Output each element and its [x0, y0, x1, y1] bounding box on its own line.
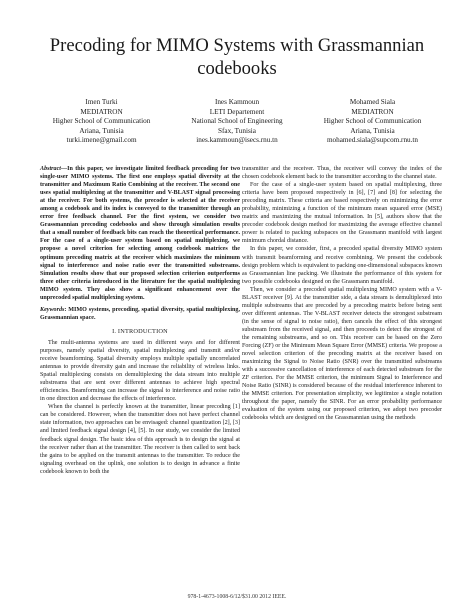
author-email: mohamed.siala@supcom.rnu.tn	[326, 136, 419, 145]
left-column	[40, 165, 240, 476]
abstract	[40, 165, 240, 302]
author-name: Imen Turki	[85, 98, 118, 106]
author-name: Ines Kammoun	[214, 98, 260, 106]
author-lab: MEDIATRON	[80, 107, 123, 116]
author-school: National School of Engineering	[191, 117, 283, 126]
paper-title-line1: Precoding for MIMO Systems with Grassmannian	[49, 35, 425, 56]
abstract-text: —In this paper, we investigate limited feedback precoding for two single-user MIMO systems. The first one employs spatial diversity at the transmitter and Maximum Ratio Combining at the receiver. The second one uses spatial multiplexing at the transmitter and V-BLAST signal processing at the receiver. For both systems, the precoder is selected at the receiver among a codebook and its index is conveyed to the transmitter through an error free feedback channel. For the first system, we consider two Grassmannian precoding codebooks and show through simulation results that a small number of feedback bits can reach the theoretical performance. For the case of a single-user system based on spatial multiplexing, we propose a novel criterion for selecting among codebook matrices the optimum precoding matrix at the receiver which maximizes the minimum signal to interference and noise ratio over the transmitted substreams. Simulation results show that our proposed selection criterion outperforms three other criteria introduced in the literature for the spatial multiplexing MIMO system. They also show a significant enhancement over the unprecoded spatial multiplexing system.	[40, 166, 240, 301]
author-email: turki.imene@gmail.com	[66, 136, 137, 145]
right-paragraph-1: transmitter and the receiver. Thus, the receiver will convey the index of the chosen codebook element back to the transmitter according to the channel state.	[242, 166, 442, 181]
section-heading-introduction: I. INTRODUCTION	[112, 327, 168, 335]
author-lab: LETI Departement	[209, 107, 265, 116]
right-paragraph-4: Then, we consider a precoded spatial multiplexing MIMO system with a V-BLAST receiver [9]. At the transmitter side, a data stream is demultiplexed into multiple substreams that are precoded by a precoding matrix before being sent over different antennas. The V-BLAST receiver detects the strongest substream (in the sense of signal to noise ratio), then cancels the effect of this strongest substream from the received signal, and then proceeds to detect the strongest of the remaining substreams, and so on. This receiver can be based on the Zero Forcing (ZF) or the Minimum Mean Square Error (MMSE) criteria. We propose a novel selection criterion of the precoding matrix at the receiver based on maximizing the Signal to Noise Ratio (SNR) over the transmitted substreams with a successive cancellation of interference of each detected substream for the ZF criterion. For the MMSE criterion, the minimum Signal to Interference and Noise Ratio (SINR) is considered because of the residual interference inherent to the MMSE criterion. For presentation simplicity, we legitimize a single notation throughout the paper, namely the SINR. For an error probability performance evaluation of the system using our proposed criterion, we adopt two precoder codebooks which are designed on the Grassmannian using the methods	[242, 286, 442, 422]
author-school: Higher School of Communication	[52, 117, 151, 126]
right-column	[242, 165, 442, 423]
author-school: Higher School of Communication	[323, 117, 422, 126]
abstract-label: Abstract	[40, 166, 61, 172]
intro-paragraph-1: The multi-antenna systems are used in different ways and for different purposes, namely spatial diversity, spatial multiplexing and transmit and/or receive beamforming. Spatial diversity employs multiple spatially uncorrelated antennas to provide diversity gain and increase the reliability of wireless links. Spatial multiplexing consists on demultiplexing the data stream into multiple substreams that are sent over different antennas to achieve high spectral efficiencies. Beamforming can increase the signal to interference and noise ratio in one direction and decrease the effects of interference.	[40, 339, 240, 403]
author-1	[34, 98, 169, 146]
paper-title-line2: codebooks	[197, 58, 277, 79]
author-3	[305, 98, 440, 146]
author-location: Ariana, Tunisia	[79, 126, 124, 135]
author-lab: MEDIATRON	[351, 107, 394, 116]
author-location: Sfax, Tunisia	[218, 126, 256, 135]
paper-title	[30, 34, 444, 80]
intro-paragraph-2: When the channel is perfectly known at the transmitter, linear precoding [1] can be considered. However, when the transmitter does not have perfect channel state information, two approaches can be envisaged: channel quantization [2], [3] and limited feedback signal design [4], [5]. In our study, we consider the limited feedback signal design. The basic idea of this approach is to design the signal at the receiver rather than at the transmitter. The receiver is then called to sent back the gains to be applied on the transmit antennas to the transmitter. To reduce the signaling overhead on the uplink, one solution is to design in advance a finite codebook known to both the	[40, 404, 240, 475]
right-paragraph-2: For the case of a single-user system based on spatial multiplexing, three criteria have been proposed respectively in [6], [7] and [8] for selecting the precoding matrix. These criteria are based respectively on minimizing the error probability, minimizing a function of the minimum mean squared error (MSE) matrix and maximizing the mutual information. In [5], authors show that the precoder codebook design method for maximizing the average effective channel power is related to packing subspaces on the Grassmann manifold with largest minimum chordal distance.	[242, 182, 442, 245]
author-block	[34, 98, 440, 146]
keywords	[40, 306, 240, 322]
author-2	[170, 98, 305, 146]
keywords-text: : MIMO systems, precoding, spatial diversity, spatial multiplexing, Grassmannian space.	[40, 306, 240, 321]
author-location: Ariana, Tunisia	[350, 126, 395, 135]
author-email: ines.kammoun@isecs.rnu.tn	[196, 136, 278, 145]
author-name: Mohamed Siala	[349, 98, 396, 106]
right-paragraph-3: In this paper, we consider, first, a precoded spatial diversity MIMO system with transmit beamforming and receive combining. We present the codebook design problem which is equivalent to packing one-dimensional subspaces known as Grassmannian line packing. We illustrate the performance of this system for two possible codebooks designed on the Grassmann manifold.	[242, 246, 442, 285]
keywords-label: Keywords	[40, 306, 65, 313]
copyright-footer: 978-1-4673-1008-6/12/$31.00 2012 IEEE.	[187, 594, 287, 600]
